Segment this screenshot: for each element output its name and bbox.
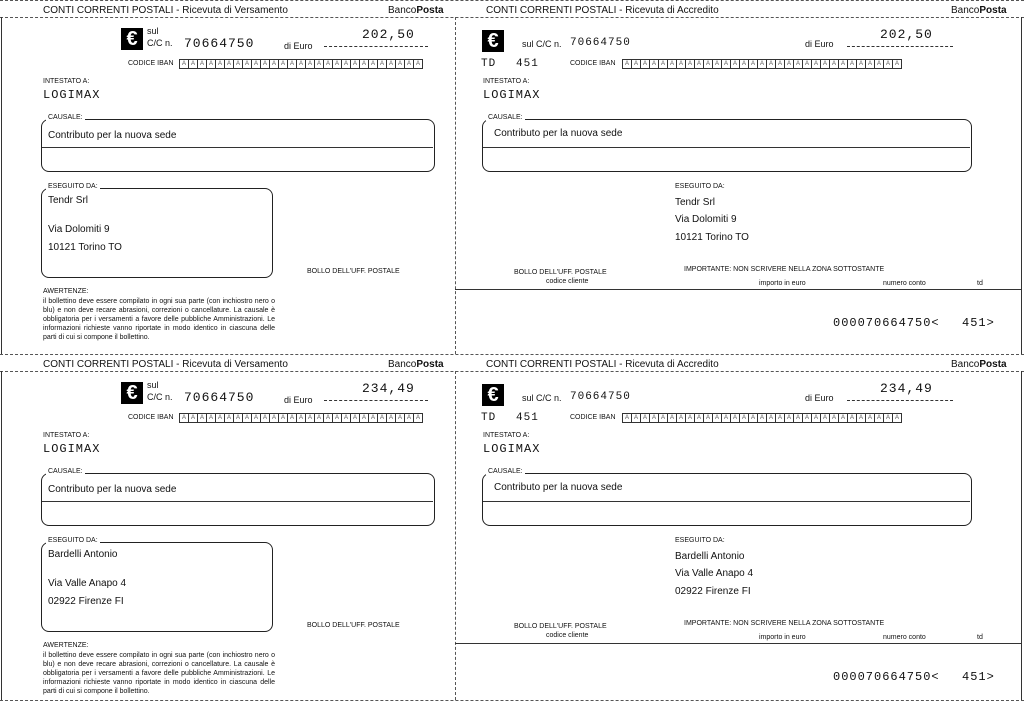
iban-char-box: A	[839, 59, 848, 69]
ocr-td: 451>	[962, 670, 995, 684]
td-label: TD	[481, 58, 497, 70]
middle-cut-line	[0, 354, 1024, 355]
codice-cliente-label: codice cliente	[546, 632, 589, 639]
iban-char-box: A	[803, 59, 812, 69]
bollo-label: BOLLO DELL'UFF. POSTALE	[514, 623, 607, 630]
iban-char-box: A	[848, 413, 857, 423]
iban-char-box: A	[848, 59, 857, 69]
iban-char-box: A	[225, 59, 234, 69]
causale-label: CAUSALE:	[48, 468, 83, 475]
iban-char-box: A	[704, 413, 713, 423]
causale-divider	[42, 501, 433, 502]
iban-char-box: A	[740, 59, 749, 69]
iban-char-box: A	[387, 413, 396, 423]
amount: 234,49	[362, 381, 415, 396]
iban-char-box: A	[179, 413, 189, 423]
codice-cliente-label: codice cliente	[546, 278, 589, 285]
bollo-label: BOLLO DELL'UFF. POSTALE	[307, 268, 400, 275]
iban-char-box: A	[749, 59, 758, 69]
iban-char-box: A	[207, 59, 216, 69]
bollo-label: BOLLO DELL'UFF. POSTALE	[307, 622, 400, 629]
iban-char-box: A	[243, 413, 252, 423]
right-title: CONTI CORRENTI POSTALI - Ricevuta di Accredito	[486, 5, 719, 16]
payment-slip-1	[0, 2, 1024, 354]
holder-name: LOGIMAX	[43, 442, 101, 456]
iban-char-box: A	[830, 59, 839, 69]
iban-char-box: A	[414, 59, 423, 69]
payer-street: Via Valle Anapo 4	[675, 568, 754, 579]
iban-char-box: A	[785, 413, 794, 423]
iban-char-box: A	[378, 59, 387, 69]
iban-char-box: A	[261, 59, 270, 69]
payer-street: Via Valle Anapo 4	[48, 578, 127, 589]
iban-boxes	[179, 413, 423, 423]
amount: 202,50	[362, 27, 415, 42]
importo-euro-label: importo in euro	[759, 634, 806, 641]
intestato-label: INTESTATO A:	[43, 432, 90, 439]
iban-char-box: A	[704, 59, 713, 69]
causale-box	[41, 119, 435, 172]
iban-char-box: A	[632, 59, 641, 69]
iban-char-box: A	[794, 413, 803, 423]
iban-char-box: A	[351, 413, 360, 423]
iban-boxes	[622, 413, 902, 423]
causale-divider	[42, 147, 433, 148]
iban-char-box: A	[207, 413, 216, 423]
iban-char-box: A	[324, 413, 333, 423]
numero-conto-label: numero conto	[883, 280, 926, 287]
iban-char-box: A	[758, 413, 767, 423]
causale-divider	[483, 501, 970, 502]
iban-label: CODICE IBAN	[570, 60, 616, 67]
left-brand	[388, 5, 444, 16]
iban-char-box: A	[198, 413, 207, 423]
intestato-label: INTESTATO A:	[483, 432, 530, 439]
iban-char-box: A	[396, 413, 405, 423]
iban-char-box: A	[857, 59, 866, 69]
iban-char-box: A	[731, 59, 740, 69]
left-title: CONTI CORRENTI POSTALI - Ricevuta di Versamento	[43, 5, 288, 16]
importante-label: IMPORTANTE: NON SCRIVERE NELLA ZONA SOTTOSTANTE	[684, 620, 885, 627]
account-number: 70664750	[570, 391, 631, 403]
payer-city: 02922 Firenze FI	[48, 596, 124, 607]
td-label: TD	[481, 412, 497, 424]
payer-city: 02922 Firenze FI	[675, 586, 751, 597]
payer-street: Via Dolomiti 9	[675, 214, 737, 225]
ocr-td: 451>	[962, 316, 995, 330]
iban-char-box: A	[225, 413, 234, 423]
iban-char-box: A	[405, 413, 414, 423]
sul-label: sul	[147, 26, 159, 36]
iban-char-box: A	[713, 59, 722, 69]
bollo-label: BOLLO DELL'UFF. POSTALE	[514, 269, 607, 276]
euro-icon: €	[482, 30, 504, 52]
iban-char-box: A	[812, 59, 821, 69]
iban-char-box: A	[189, 413, 198, 423]
causale-label: CAUSALE:	[488, 468, 523, 475]
iban-char-box: A	[333, 413, 342, 423]
payer-street: Via Dolomiti 9	[48, 224, 110, 235]
iban-char-box: A	[414, 413, 423, 423]
iban-char-box: A	[893, 59, 902, 69]
numero-conto-label: numero conto	[883, 634, 926, 641]
eseguito-label: ESEGUITO DA:	[48, 537, 98, 544]
iban-char-box: A	[189, 59, 198, 69]
payer-name: Bardelli Antonio	[675, 551, 745, 562]
holder-name: LOGIMAX	[483, 442, 541, 456]
causale-label: CAUSALE:	[488, 114, 523, 121]
cc-label: C/C n.	[147, 38, 173, 48]
iban-char-box: A	[270, 59, 279, 69]
iban-char-box: A	[758, 59, 767, 69]
importo-euro-label: importo in euro	[759, 280, 806, 287]
iban-char-box: A	[776, 59, 785, 69]
iban-char-box: A	[659, 413, 668, 423]
causale-text: Contributo per la nuova sede	[494, 128, 623, 139]
header-underline	[0, 17, 1024, 18]
brand-regular: Banco	[951, 5, 980, 16]
iban-char-box: A	[324, 59, 333, 69]
brand-bold: Posta	[979, 359, 1007, 370]
iban-char-box: A	[288, 59, 297, 69]
iban-char-box: A	[252, 413, 261, 423]
iban-char-box: A	[234, 59, 243, 69]
brand-regular: Banco	[388, 359, 417, 370]
iban-char-box: A	[622, 59, 632, 69]
iban-char-box: A	[333, 59, 342, 69]
iban-char-box: A	[821, 413, 830, 423]
payer-city: 10121 Torino TO	[48, 242, 122, 253]
di-euro-label: di Euro	[805, 393, 834, 403]
iban-char-box: A	[839, 413, 848, 423]
slip-left-edge	[1, 371, 2, 700]
amount-dotline	[847, 400, 953, 401]
payer-name: Tendr Srl	[675, 197, 716, 208]
iban-char-box: A	[315, 59, 324, 69]
iban-char-box: A	[288, 413, 297, 423]
iban-char-box: A	[216, 59, 225, 69]
iban-char-box: A	[297, 59, 306, 69]
euro-icon: €	[121, 28, 143, 50]
avvertenze-text: il bollettino deve essere compilato in ogni sua parte (con inchiostro nero o blu) e non deve recare abrasioni, correzioni o cancellature. La causale è obbligatoria per i versamenti a favore delle pubbliche Amministrazioni. Le informazioni richieste vanno riportate in modo identico in ciascuna delle parti di cui si compone il bollettino.	[43, 652, 275, 695]
di-euro-label: di Euro	[805, 39, 834, 49]
left-title: CONTI CORRENTI POSTALI - Ricevuta di Versamento	[43, 359, 288, 370]
iban-char-box: A	[686, 413, 695, 423]
iban-char-box: A	[252, 59, 261, 69]
iban-char-box: A	[641, 59, 650, 69]
amount: 202,50	[880, 27, 933, 42]
iban-char-box: A	[875, 59, 884, 69]
iban-char-box: A	[659, 59, 668, 69]
iban-char-box: A	[279, 59, 288, 69]
euro-icon: €	[482, 384, 504, 406]
brand-bold: Posta	[416, 359, 444, 370]
iban-char-box: A	[396, 59, 405, 69]
td-code: 451	[516, 58, 539, 70]
iban-char-box: A	[821, 59, 830, 69]
iban-char-box: A	[668, 413, 677, 423]
di-euro-label: di Euro	[284, 41, 313, 51]
iban-char-box: A	[866, 59, 875, 69]
sul-cc-label: sul C/C n.	[522, 393, 562, 403]
cc-label: C/C n.	[147, 392, 173, 402]
iban-char-box: A	[767, 59, 776, 69]
holder-name: LOGIMAX	[483, 88, 541, 102]
iban-char-box: A	[695, 413, 704, 423]
eseguito-label: ESEGUITO DA:	[675, 183, 725, 190]
iban-char-box: A	[794, 59, 803, 69]
top-cut-line	[0, 0, 1024, 1]
ocr-account: 000070664750<	[833, 316, 940, 330]
importante-label: IMPORTANTE: NON SCRIVERE NELLA ZONA SOTTOSTANTE	[684, 266, 885, 273]
brand-bold: Posta	[979, 5, 1007, 16]
holder-name: LOGIMAX	[43, 88, 101, 102]
causale-box	[482, 473, 972, 526]
payer-name: Bardelli Antonio	[48, 549, 118, 560]
iban-char-box: A	[731, 413, 740, 423]
causale-box	[482, 119, 972, 172]
slip-divider	[455, 371, 456, 700]
iban-char-box: A	[405, 59, 414, 69]
account-number: 70664750	[184, 390, 255, 405]
iban-char-box: A	[297, 413, 306, 423]
account-number: 70664750	[570, 37, 631, 49]
iban-char-box: A	[722, 59, 731, 69]
iban-char-box: A	[315, 413, 324, 423]
iban-char-box: A	[369, 413, 378, 423]
left-brand	[388, 359, 444, 370]
amount-dotline	[847, 46, 953, 47]
iban-char-box: A	[622, 413, 632, 423]
sul-cc-label: sul C/C n.	[522, 39, 562, 49]
iban-label: CODICE IBAN	[128, 414, 174, 421]
right-brand	[951, 359, 1007, 370]
payer-name: Tendr Srl	[48, 195, 89, 206]
brand-bold: Posta	[416, 5, 444, 16]
iban-char-box: A	[785, 59, 794, 69]
amount: 234,49	[880, 381, 933, 396]
iban-char-box: A	[216, 413, 225, 423]
slip-right-edge	[1021, 371, 1022, 700]
iban-boxes	[622, 59, 902, 69]
slip-right-edge	[1021, 17, 1022, 354]
td-small-label: td	[977, 280, 983, 287]
euro-icon: €	[121, 382, 143, 404]
right-brand	[951, 5, 1007, 16]
iban-char-box: A	[857, 413, 866, 423]
iban-char-box: A	[767, 413, 776, 423]
causale-text: Contributo per la nuova sede	[494, 482, 623, 493]
iban-char-box: A	[776, 413, 785, 423]
iban-char-box: A	[261, 413, 270, 423]
iban-char-box: A	[641, 413, 650, 423]
iban-char-box: A	[342, 59, 351, 69]
causale-box	[41, 473, 435, 526]
causale-text: Contributo per la nuova sede	[48, 130, 177, 141]
iban-char-box: A	[740, 413, 749, 423]
eseguito-label: ESEGUITO DA:	[48, 183, 98, 190]
slip-divider	[455, 17, 456, 354]
iban-char-box: A	[695, 59, 704, 69]
iban-char-box: A	[677, 413, 686, 423]
iban-char-box: A	[893, 413, 902, 423]
intestato-label: INTESTATO A:	[483, 78, 530, 85]
iban-char-box: A	[884, 413, 893, 423]
avvertenze-title: AWERTENZE:	[43, 642, 89, 649]
iban-char-box: A	[369, 59, 378, 69]
iban-char-box: A	[650, 413, 659, 423]
iban-char-box: A	[360, 59, 369, 69]
causale-label: CAUSALE:	[48, 114, 83, 121]
td-small-label: td	[977, 634, 983, 641]
causale-text: Contributo per la nuova sede	[48, 484, 177, 495]
iban-char-box: A	[812, 413, 821, 423]
iban-char-box: A	[306, 59, 315, 69]
payment-slip-2	[0, 356, 1024, 708]
iban-char-box: A	[866, 413, 875, 423]
causale-divider	[483, 147, 970, 148]
iban-char-box: A	[198, 59, 207, 69]
brand-regular: Banco	[388, 5, 417, 16]
payer-city: 10121 Torino TO	[675, 232, 749, 243]
iban-char-box: A	[306, 413, 315, 423]
iban-char-box: A	[378, 413, 387, 423]
iban-boxes	[179, 59, 423, 69]
td-code: 451	[516, 412, 539, 424]
header-underline	[0, 371, 1024, 372]
slip-left-edge	[1, 17, 2, 354]
ocr-zone-line	[455, 289, 1022, 290]
iban-char-box: A	[270, 413, 279, 423]
amount-dotline	[324, 46, 428, 47]
iban-char-box: A	[387, 59, 396, 69]
avvertenze-text: il bollettino deve essere compilato in ogni sua parte (con inchiostro nero o blu) e non deve recare abrasioni, correzioni o cancellature. La causale è obbligatoria per i versamenti a favore delle pubbliche Amministrazioni. Le informazioni richieste vanno riportate in modo identico in ciascuna delle parti di cui si compone il bollettino.	[43, 298, 275, 341]
iban-char-box: A	[884, 59, 893, 69]
brand-regular: Banco	[951, 359, 980, 370]
iban-char-box: A	[234, 413, 243, 423]
right-title: CONTI CORRENTI POSTALI - Ricevuta di Accredito	[486, 359, 719, 370]
iban-char-box: A	[632, 413, 641, 423]
iban-char-box: A	[179, 59, 189, 69]
avvertenze-title: AWERTENZE:	[43, 288, 89, 295]
iban-char-box: A	[279, 413, 288, 423]
iban-char-box: A	[713, 413, 722, 423]
iban-char-box: A	[875, 413, 884, 423]
iban-char-box: A	[830, 413, 839, 423]
iban-char-box: A	[803, 413, 812, 423]
iban-char-box: A	[677, 59, 686, 69]
di-euro-label: di Euro	[284, 395, 313, 405]
sul-label: sul	[147, 380, 159, 390]
iban-char-box: A	[668, 59, 677, 69]
amount-dotline	[324, 400, 428, 401]
iban-char-box: A	[243, 59, 252, 69]
iban-char-box: A	[686, 59, 695, 69]
ocr-zone-line	[455, 643, 1022, 644]
iban-char-box: A	[360, 413, 369, 423]
iban-char-box: A	[351, 59, 360, 69]
iban-label: CODICE IBAN	[570, 414, 616, 421]
iban-char-box: A	[722, 413, 731, 423]
iban-char-box: A	[749, 413, 758, 423]
iban-char-box: A	[650, 59, 659, 69]
eseguito-label: ESEGUITO DA:	[675, 537, 725, 544]
ocr-account: 000070664750<	[833, 670, 940, 684]
account-number: 70664750	[184, 36, 255, 51]
iban-char-box: A	[342, 413, 351, 423]
iban-label: CODICE IBAN	[128, 60, 174, 67]
intestato-label: INTESTATO A:	[43, 78, 90, 85]
